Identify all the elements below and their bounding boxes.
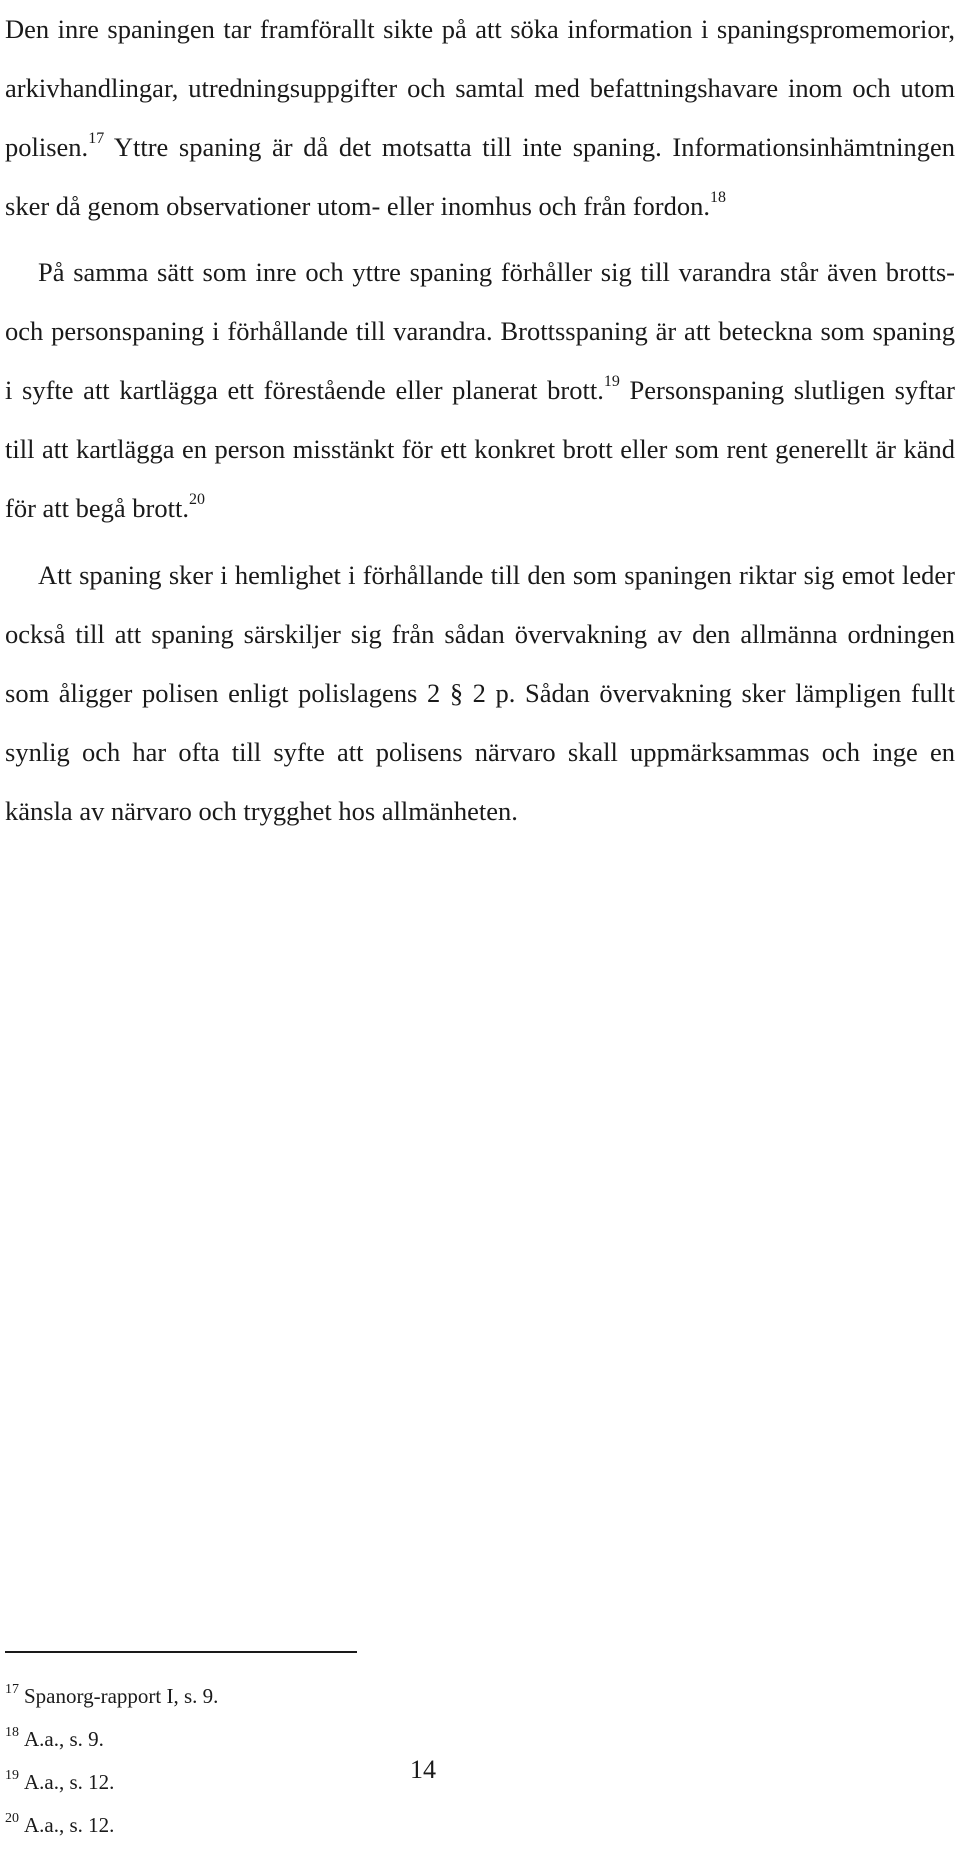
page-number — [0, 1755, 960, 1785]
footnote-number: 17 — [5, 1682, 19, 1697]
footnote-ref-20[interactable]: 20 — [188, 491, 205, 508]
paragraph-text: Den inre spaningen tar framförallt sikte på att söka information i spaningspromemorior, arkivhandlingar, utredningsuppgifter och samtal med befattningshavare inom och utom polisen. — [5, 14, 955, 162]
footnote-ref-18[interactable]: 18 — [710, 189, 726, 206]
footnote-number: 20 — [5, 1811, 19, 1826]
page-number-text: 14 — [410, 1755, 436, 1784]
paragraph-text: Personspaning slutligen syftar till att kartlägga en person misstänkt för ett konkret brott eller som rent generellt är känd för att begå brott. — [5, 375, 955, 523]
paragraph-text: Yttre spaning är då det motsatta till inte spaning. Informationsinhämtningen sker då genom observationer utom- eller inomhus och från fordon. — [5, 132, 955, 221]
footnote-number: 19 — [5, 1768, 19, 1783]
footnote-text: Spanorg-rapport I, s. 9. — [24, 1684, 219, 1708]
footnote-ref-17[interactable]: 17 — [88, 130, 105, 147]
footnote-separator — [5, 1651, 357, 1653]
footnote-ref-19[interactable]: 19 — [603, 373, 620, 390]
paragraph-text: Att spaning sker i hemlighet i förhållande till den som spaningen riktar sig emot leder också till att spaning särskiljer sig från sådan övervakning av den allmänna ordningen som åligger polisen enligt polislagens 2 § 2 p. Sådan övervakning sker lämpligen fullt synlig och har ofta till syfte att polisens närvaro skall uppmärksammas och inge en känsla av närvaro och trygghet hos allmänheten. — [5, 560, 955, 826]
footnote-17 — [5, 1675, 605, 1718]
paragraph-3 — [5, 546, 955, 841]
paragraph-2 — [5, 243, 955, 538]
footnote-number: 18 — [5, 1725, 19, 1740]
paragraph-1 — [5, 0, 955, 236]
paragraph-text: På samma sätt som inre och yttre spaning förhåller sig till varandra står även brotts- och personspaning i förhållande till varandra. Brottsspaning är att beteckna som spaning i syfte att kartlägga ett förestående eller planerat brott. — [5, 257, 955, 405]
footnote-text: A.a., s. 12. — [24, 1813, 115, 1837]
footnote-text: A.a., s. 9. — [24, 1727, 104, 1751]
footnote-text: A.a., s. 12. — [24, 1770, 115, 1794]
footnote-20 — [5, 1804, 605, 1847]
